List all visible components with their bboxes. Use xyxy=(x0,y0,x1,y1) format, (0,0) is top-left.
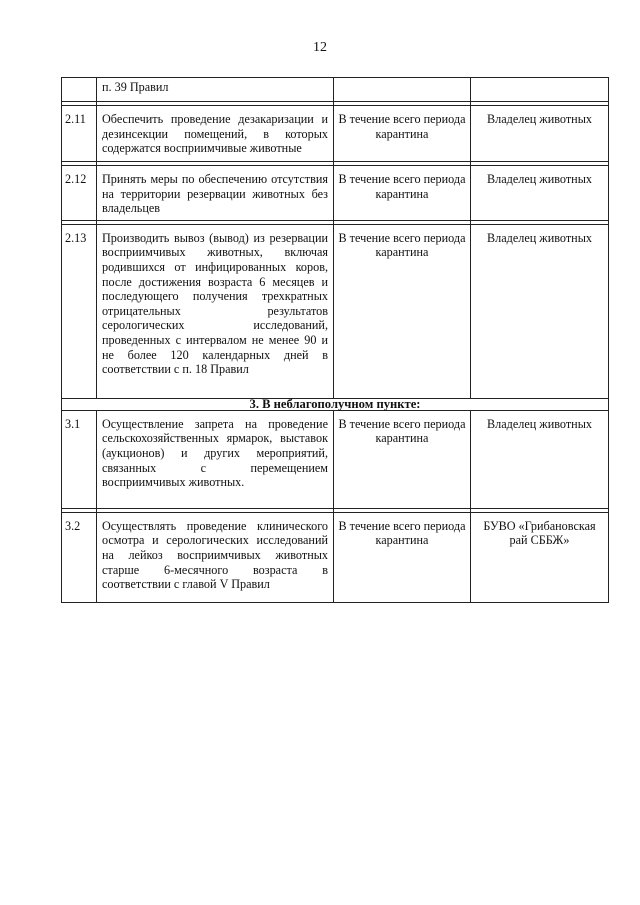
row-responsible: Владелец животных xyxy=(471,410,609,508)
table-row xyxy=(62,410,609,508)
page-number: 12 xyxy=(313,40,327,55)
row-task: Осуществление запрета на проведение сельскохозяйственных ярмарок, выставок (аукционов) и других мероприятий, связанных с перемещением восприимчивых животных. xyxy=(97,410,334,508)
measures-table xyxy=(61,77,609,603)
row-responsible: БУВО «Грибановская рай СББЖ» xyxy=(471,512,609,602)
row-term: В течение всего периода карантина xyxy=(334,106,471,162)
row-task: Производить вывоз (вывод) из резервации восприимчивых животных, включая родившихся от инфицированных коров, после достижения возраста 6 месяцев и последующего получения трехкратных отрицательных результатов серологических исследований, проведенных с интервалом не менее 90 и не более 120 календарных дней в соответствии с п. 18 Правил xyxy=(97,224,334,398)
row-task: п. 39 Правил xyxy=(97,78,334,102)
row-responsible xyxy=(471,78,609,102)
row-term: В течение всего периода карантина xyxy=(334,410,471,508)
row-number: 3.1 xyxy=(62,410,97,508)
row-responsible: Владелец животных xyxy=(471,106,609,162)
row-responsible: Владелец животных xyxy=(471,224,609,398)
row-number: 2.12 xyxy=(62,166,97,221)
row-term: В течение всего периода карантина xyxy=(334,224,471,398)
row-term: В течение всего периода карантина xyxy=(334,512,471,602)
table-row xyxy=(62,166,609,221)
row-task: Обеспечить проведение дезакаризации и дезинсекции помещений, в которых содержатся восприимчивые животные xyxy=(97,106,334,162)
table-row xyxy=(62,224,609,398)
row-task: Принять меры по обеспечению отсутствия на территории резервации животных без владельцев xyxy=(97,166,334,221)
table-row xyxy=(62,106,609,162)
section-heading-row xyxy=(62,398,609,410)
section-title: 3. В неблагополучном пункте: xyxy=(62,398,609,410)
table-row xyxy=(62,512,609,602)
row-number: 2.13 xyxy=(62,224,97,398)
row-number: 2.11 xyxy=(62,106,97,162)
row-number: 3.2 xyxy=(62,512,97,602)
row-task: Осуществлять проведение клинического осмотра и серологических исследований на лейкоз восприимчивых животных старше 6-месячного возраста в соответствии с главой V Правил xyxy=(97,512,334,602)
row-term xyxy=(334,78,471,102)
row-number xyxy=(62,78,97,102)
row-term: В течение всего периода карантина xyxy=(334,166,471,221)
row-responsible: Владелец животных xyxy=(471,166,609,221)
table-row xyxy=(62,78,609,102)
